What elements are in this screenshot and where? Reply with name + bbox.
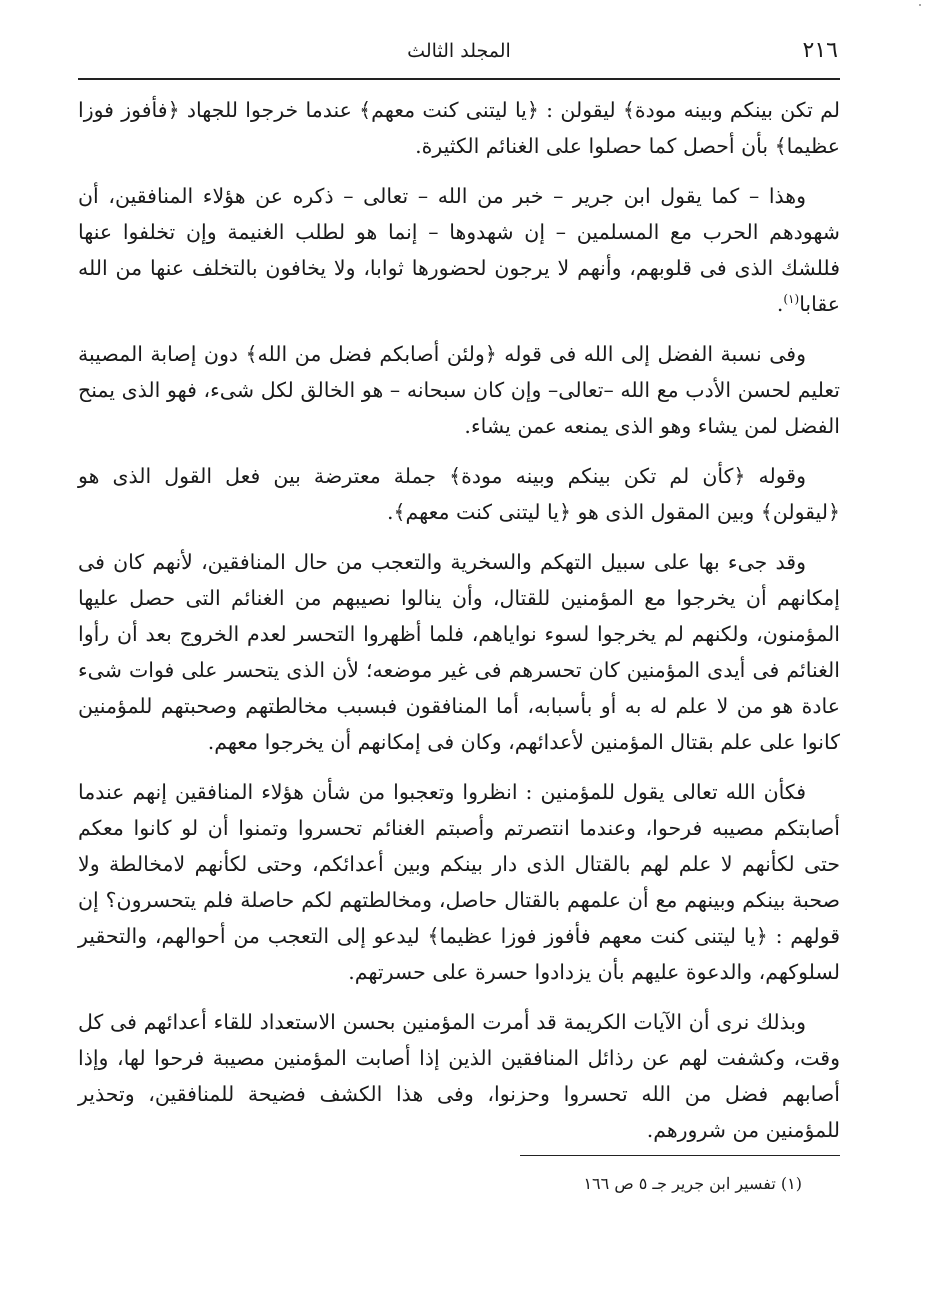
- paragraph-1: لم تكن بينكم وبينه مودة﴾ ليقولن : ﴿يا ليتنى كنت معهم﴾ عندما خرجوا للجهاد ﴿فأفوز فوزا عظيما﴾ بأن أحصل كما حصلوا على الغنائم الكثيرة.: [78, 98, 840, 158]
- paragraph-4: وقوله ﴿كأن لم تكن بينكم وبينه مودة﴾ جملة معترضة بين فعل القول الذى هو ﴿ليقولن﴾ وبين المقول الذى هو ﴿يا ليتنى كنت معهم﴾.: [78, 464, 840, 524]
- body-text: [78, 92, 840, 1162]
- page-number: ٢١٦: [802, 38, 838, 63]
- page-header: [78, 36, 840, 72]
- footnote-reference: (١): [783, 292, 800, 307]
- paragraph-2: [78, 178, 840, 322]
- header-divider: [78, 78, 840, 80]
- footnote-divider: [520, 1155, 840, 1156]
- paragraph-2-text: وهذا – كما يقول ابن جرير – خبر من الله – تعالى – ذكره عن هؤلاء المنافقين، أن شهودهم الحرب مع المسلمين – إن شهدوها – إنما هو لطلب الغنيمة وإن تخلفوا عنها فللشك الذى فى قلوبهم، وأنهم لا يرجون لحضورها ثوابا، ولا يخافون بالتخلف عنها من الله عقابا: [78, 184, 840, 316]
- scan-speck: [919, 4, 921, 6]
- paragraph-5: وقد جىء بها على سبيل التهكم والسخرية والتعجب من حال المنافقين، لأنهم كان فى إمكانهم أن يخرجوا مع المؤمنين للقتال، وأن ينالوا نصيبهم من الغنائم التى حصل عليها المؤمنون، ولكنهم لم يخرجوا لسوء نواياهم، فلما أظهروا التحسر لعدم الخروج بعد أن رأوا الغنائم فى أيدى المؤمنين كان تحسرهم فى غير موضعه؛ لأن الذى يتحسر على فوات شىء عادة هو من لا علم له به أو بأسبابه، أما المنافقون فبسبب مخالطتهم وصحبتهم للمؤمنين كانوا على علم بقتال المؤمنين لأعدائهم، وكان فى إمكانهم أن يخرجوا معهم.: [78, 550, 840, 754]
- volume-title: المجلد الثالث: [407, 40, 511, 62]
- paragraph-3: وفى نسبة الفضل إلى الله فى قوله ﴿ولئن أصابكم فضل من الله﴾ دون إصابة المصيبة تعليم لحسن الأدب مع الله –تعالى– وإن كان سبحانه – هو الخالق لكل شىء، فهو الذى يمنح الفضل لمن يشاء وهو الذى يمنعه عمن يشاء.: [78, 342, 840, 438]
- paragraph-7: وبذلك نرى أن الآيات الكريمة قد أمرت المؤمنين بحسن الاستعداد للقاء أعدائهم فى كل وقت، وكشفت لهم عن رذائل المنافقين الذين إذا أصابت المؤمنين مصيبة فرحوا لها، وإذا أصابهم فضل من الله تحسروا وحزنوا، وفى هذا الكشف فضيحة للمنافقين، وتحذير للمؤمنين من شرورهم.: [78, 1010, 840, 1142]
- paragraph-2-period: .: [776, 292, 784, 316]
- footnote: (١) تفسير ابن جرير جـ ٥ ص ١٦٦: [583, 1174, 802, 1193]
- paragraph-6: فكأن الله تعالى يقول للمؤمنين : انظروا وتعجبوا من شأن هؤلاء المنافقين إنهم عندما أصابتكم مصيبه فرحوا، وعندما انتصرتم وأصبتم الغنائم تحسروا وتمنوا أن لو كانوا معكم حتى لكأنهم لا علم لهم بالقتال الذى دار بينكم وبين أعدائكم، وحتى لكأنهم لامخالطة ولا صحبة بينكم وبينهم مع أن علمهم بالقتال حاصل، ومخالطتهم لكم حاصلة فلم يتحسرون؟ إن قولهم : ﴿يا ليتنى كنت معهم فأفوز فوزا عظيما﴾ ليدعو إلى التعجب من أحوالهم، والتحقير لسلوكهم، والدعوة عليهم بأن يزدادوا حسرة على حسرتهم.: [78, 780, 840, 984]
